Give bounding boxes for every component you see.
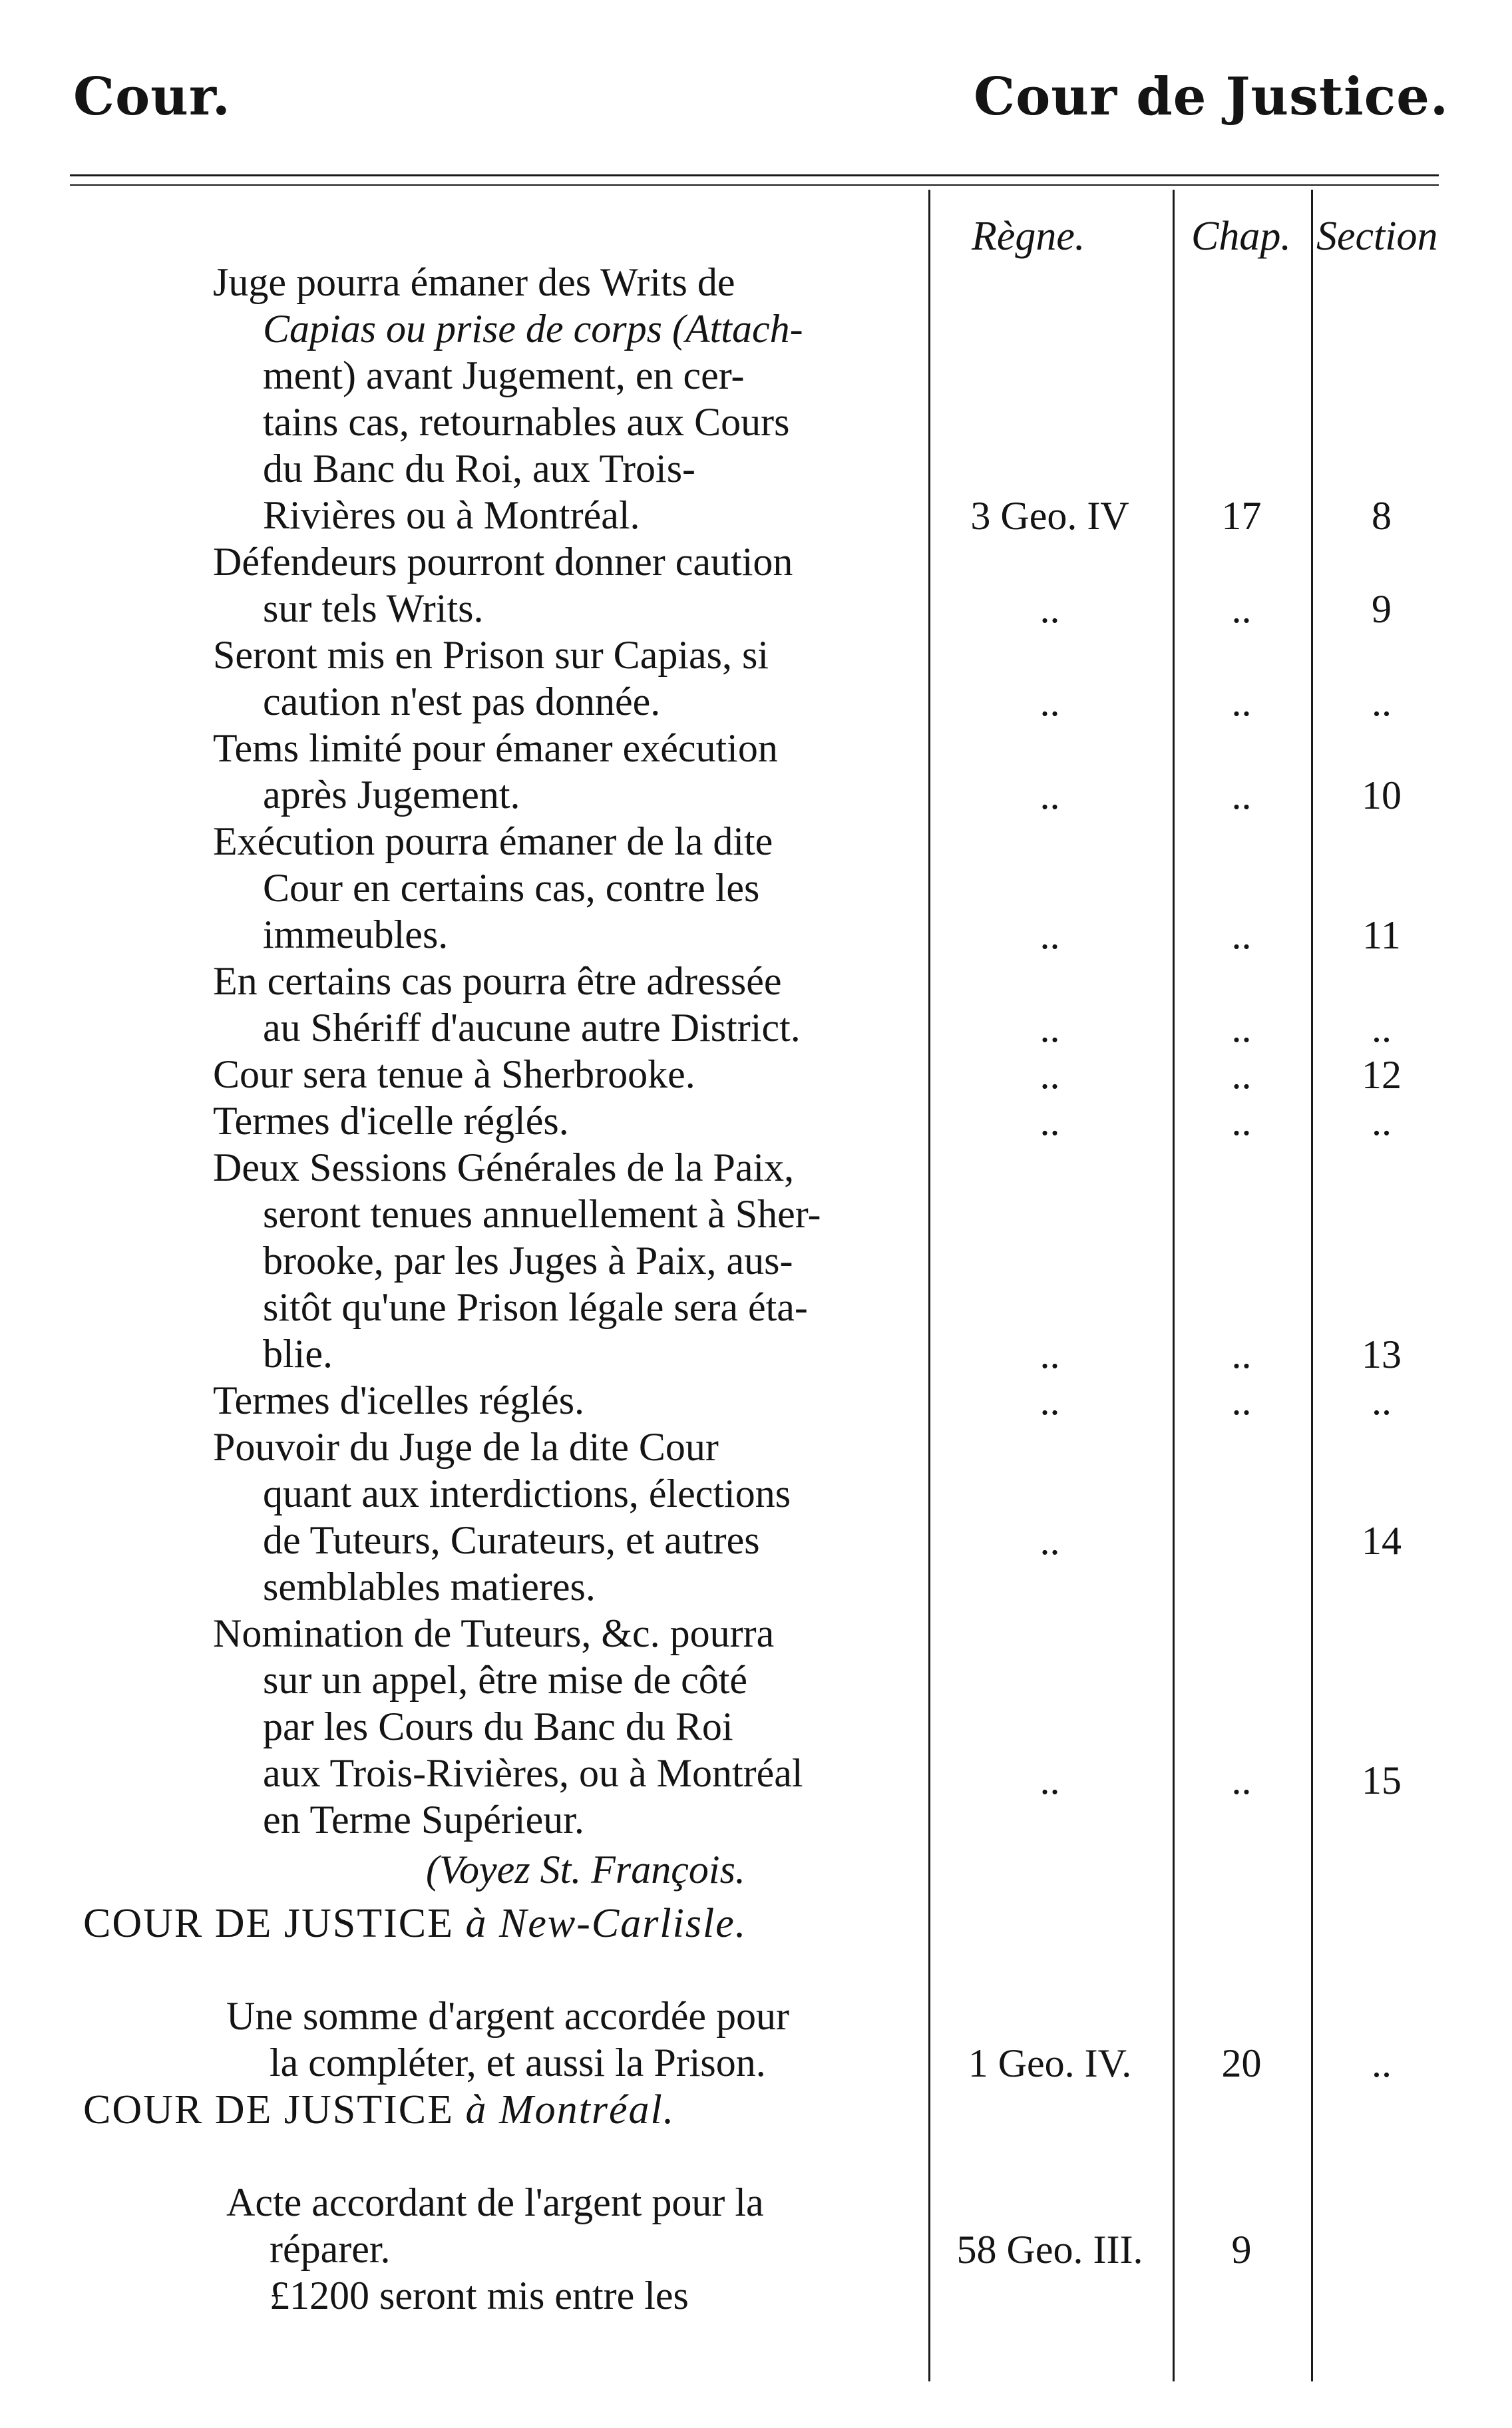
regne-cell: ..: [1040, 1758, 1060, 1802]
section-cell: 14: [1362, 1519, 1402, 1563]
entry-line: par les Cours du Banc du Roi: [263, 1705, 733, 1748]
entry-line: seront tenues annuellement à Sher-: [263, 1192, 821, 1236]
chap-cell: ..: [1231, 1758, 1252, 1802]
column-divider-1: [928, 190, 930, 2381]
entry-line: Cour sera tenue à Sherbrooke.: [213, 1052, 695, 1096]
entry-line: immeubles.: [263, 912, 449, 956]
section-title: COUR DE JUSTICE: [83, 1901, 455, 1946]
entry-line: Nomination de Tuteurs, &c. pourra: [213, 1611, 775, 1655]
chap-cell: ..: [1231, 1379, 1252, 1423]
header-rule-thick: [70, 174, 1439, 176]
entry-line: Seront mis en Prison sur Capias, si: [213, 633, 769, 677]
section-cell: ..: [1372, 680, 1392, 724]
section-cell: 8: [1372, 494, 1392, 538]
regne-cell: ..: [1040, 1332, 1060, 1376]
chap-cell: ..: [1231, 1053, 1252, 1097]
entry-line: Tems limité pour émaner exécution: [213, 726, 778, 770]
column-divider-2: [1173, 190, 1175, 2381]
regne-cell: ..: [1040, 1519, 1060, 1563]
entry-line: Deux Sessions Générales de la Paix,: [213, 1145, 795, 1189]
header-rule-thin: [70, 184, 1439, 186]
regne-cell: ..: [1040, 1100, 1060, 1143]
section-cell: 10: [1362, 773, 1402, 817]
entry-line: Cour en certains cas, contre les: [263, 866, 760, 910]
regne-cell: ..: [1040, 587, 1060, 631]
chap-cell: ..: [1231, 773, 1252, 817]
entry-line: sur un appel, être mise de côté: [263, 1658, 748, 1702]
entry-line: semblables matieres.: [263, 1565, 596, 1609]
entry-line: ment) avant Jugement, en cer-: [263, 353, 745, 397]
entry-line: Acte accordant de l'argent pour la: [226, 2180, 764, 2224]
regne-cell: ..: [1040, 1379, 1060, 1423]
entry-line: Capias ou prise de corps (Attach-: [263, 307, 803, 351]
chap-cell: 17: [1221, 494, 1262, 538]
entry-line: sur tels Writs.: [263, 586, 484, 630]
entry-line: Une somme d'argent accordée pour: [226, 1994, 790, 2038]
entry-line: tains cas, retournables aux Cours: [263, 400, 790, 444]
section-cell: ..: [1372, 2041, 1392, 2085]
section-cell: 11: [1362, 913, 1401, 957]
entry-line: quant aux interdictions, élections: [263, 1472, 791, 1516]
chap-cell: 9: [1231, 2228, 1252, 2272]
chap-cell: ..: [1231, 1100, 1252, 1143]
section-cell: ..: [1372, 1379, 1392, 1423]
chap-cell: 20: [1221, 2041, 1262, 2085]
entry-line: en Terme Supérieur.: [263, 1798, 584, 1842]
section-cell: 15: [1362, 1758, 1402, 1802]
entry-line: £1200 seront mis entre les: [270, 2274, 689, 2318]
column-header-chap: Chap.: [1191, 214, 1291, 259]
entry-line: Rivières ou à Montréal.: [263, 493, 640, 537]
column-header-regne: Règne.: [972, 214, 1085, 259]
section-cell: 9: [1372, 587, 1392, 631]
entry-line: En certains cas pourra être adressée: [213, 959, 782, 1003]
section-place: à Montréal.: [465, 2087, 675, 2132]
entry-line: Pouvoir du Juge de la dite Cour: [213, 1425, 719, 1469]
regne-cell: 1 Geo. IV.: [968, 2041, 1132, 2085]
section-heading-new-carlisle: [83, 1900, 747, 1947]
regne-cell: ..: [1040, 1053, 1060, 1097]
regne-cell: ..: [1040, 680, 1060, 724]
entry-line: après Jugement.: [263, 773, 520, 817]
chap-cell: ..: [1231, 1332, 1252, 1376]
entry-line: de Tuteurs, Curateurs, et autres: [263, 1518, 760, 1562]
entry-line: sitôt qu'une Prison légale sera éta-: [263, 1285, 808, 1329]
section-cell: 13: [1362, 1332, 1402, 1376]
regne-cell: ..: [1040, 773, 1060, 817]
section-title: COUR DE JUSTICE: [83, 2087, 455, 2132]
chap-cell: ..: [1231, 913, 1252, 957]
column-divider-3: [1311, 190, 1313, 2381]
entry-line: Termes d'icelle réglés.: [213, 1099, 569, 1143]
section-heading-montreal: [83, 2087, 675, 2134]
regne-cell: ..: [1040, 913, 1060, 957]
entry-line: Exécution pourra émaner de la dite: [213, 819, 773, 863]
section-place: à New-Carlisle.: [465, 1901, 747, 1946]
regne-cell: 58 Geo. III.: [956, 2228, 1143, 2272]
regne-cell: ..: [1040, 1006, 1060, 1050]
chap-cell: ..: [1231, 680, 1252, 724]
entry-line: du Banc du Roi, aux Trois-: [263, 447, 696, 491]
chap-cell: ..: [1231, 587, 1252, 631]
entry-line: aux Trois-Rivières, ou à Montréal: [263, 1751, 803, 1795]
entry-line: Défendeurs pourront donner caution: [213, 540, 793, 584]
entry-line: blie.: [263, 1332, 333, 1376]
entry-line: Juge pourra émaner des Writs de: [213, 260, 735, 304]
section-cell: ..: [1372, 1006, 1392, 1050]
entry-line: réparer.: [270, 2227, 391, 2271]
regne-cell: 3 Geo. IV: [970, 494, 1129, 538]
running-head-right: Cour de Justice.: [974, 67, 1449, 127]
entry-line: au Shériff d'aucune autre District.: [263, 1006, 801, 1050]
entry-line: la compléter, et aussi la Prison.: [270, 2041, 766, 2085]
section-cell: ..: [1372, 1100, 1392, 1143]
entry-line: brooke, par les Juges à Paix, aus-: [263, 1239, 793, 1283]
entry-line: Termes d'icelles réglés.: [213, 1378, 585, 1422]
column-header-section: Section: [1316, 214, 1438, 259]
cross-reference: (Voyez St. François.: [426, 1848, 745, 1892]
section-cell: 12: [1362, 1053, 1402, 1097]
chap-cell: ..: [1231, 1006, 1252, 1050]
entry-line: caution n'est pas donnée.: [263, 680, 661, 723]
running-head-left: Cour.: [73, 67, 231, 127]
